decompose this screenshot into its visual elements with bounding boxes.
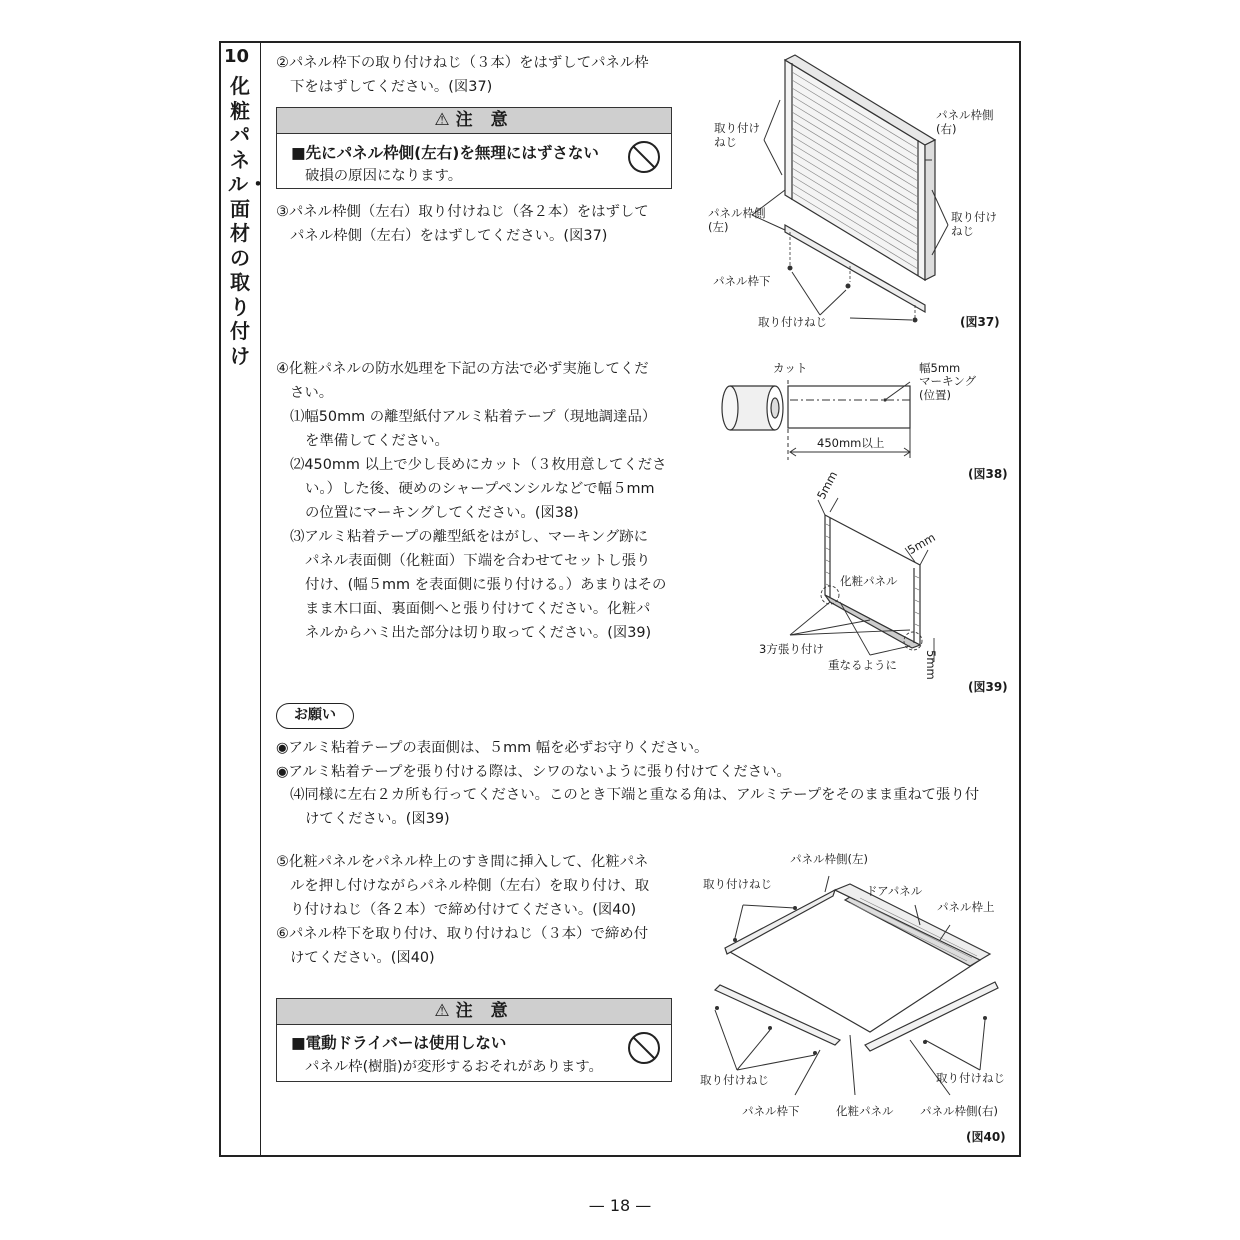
fig40-frame-side-left-label: パネル枠側(左): [790, 852, 868, 866]
page-number: — 18 —: [588, 1196, 652, 1215]
fig37-frame-side-left-label: パネル枠側 (左): [708, 206, 766, 234]
step2-line1: ②パネル枠下の取り付けねじ（３本）をはずしてパネル枠: [276, 55, 649, 71]
step4-3-line5: ネルからハミ出た部分は切り取ってください。(図39): [305, 625, 652, 641]
fig40-door-panel-label: ドアパネル: [866, 884, 923, 898]
step4-3-line1: ⑶アルミ粘着テープの離型紙をはがし、マーキング跡に: [290, 529, 649, 545]
caution-1-bold: ■先にパネル枠側(左右)を無理にはずさない: [291, 144, 599, 162]
step2-line2: 下をはずしてください。(図37): [290, 79, 493, 95]
fig40-frame-side-right-label: パネル枠側(右): [920, 1104, 998, 1118]
step3-line2: パネル枠側（左右）をはずしてください。(図37): [290, 228, 608, 244]
figure-39-caption: (図39): [968, 680, 1008, 694]
fig37-screws-label: 取り付けねじ: [758, 315, 827, 329]
fig38-length-label: 450mm以上: [817, 436, 885, 450]
fig39-panel-label: 化粧パネル: [840, 574, 898, 588]
step4-3-line3: 付け、(幅５mm を表面側に張り付ける。）あまりはその: [305, 577, 667, 593]
caution-box-1: [276, 107, 672, 189]
section-number: 10: [224, 46, 250, 67]
step5-line1: ⑤化粧パネルをパネル枠上のすき間に挿入して、化粧パネ: [276, 854, 649, 870]
step4-2-line1: ⑵450mm 以上で少し長めにカット（３枚用意してくださ: [290, 457, 667, 473]
request-item-1: ◉アルミ粘着テープの表面側は、５mm 幅を必ずお守りください。: [276, 740, 709, 756]
fig38-cut-label: カット: [773, 361, 808, 375]
fig39-three-side-label: 3方張り付け: [759, 642, 824, 656]
step4-4-line1: ⑷同様に左右２カ所も行ってください。このとき下端と重なる角は、アルミテープをそのまま重ねて張り付: [290, 787, 980, 803]
request-badge: お願い: [276, 703, 354, 729]
step4-4-line2: けてください。(図39): [305, 811, 450, 827]
figure-37-illustration: [700, 50, 1010, 340]
fig40-panel-label: 化粧パネル: [836, 1104, 894, 1118]
caution-1-text: 破損の原因になります。: [305, 168, 463, 184]
step4-3-line2: パネル表面側（化粧面）下端を合わせてセットし張り: [305, 553, 651, 569]
warning-icon: ⚠: [434, 1001, 456, 1021]
step4-line2: さい。: [290, 385, 334, 401]
fig39-dim-right-label: 5mm: [905, 530, 938, 558]
fig39-dim-bottom-label: 5mm: [924, 650, 938, 680]
fig38-width-label: 幅5mm: [919, 361, 961, 375]
fig38-marking-label: マーキング (位置): [919, 374, 977, 402]
figure-40-caption: (図40): [966, 1130, 1006, 1144]
step4-3-line4: まま木口面、裏面側へと張り付けてください。化粧パ: [305, 601, 651, 617]
warning-icon: ⚠: [434, 110, 456, 130]
step4-1-line2: を準備してください。: [305, 433, 449, 449]
section-title: 化粧パネル・面材の取り付け: [228, 74, 268, 368]
step5-line2: ルを押し付けながらパネル枠側（左右）を取り付け、取: [290, 878, 650, 894]
fig39-dim-top-label: 5mm: [814, 468, 841, 502]
fig40-screw-bl-label: 取り付けねじ: [700, 1073, 769, 1087]
caution-2-bold: ■電動ドライバーは使用しない: [291, 1034, 507, 1052]
fig37-frame-side-right-label: パネル枠側 (右): [936, 108, 994, 136]
fig37-screw-right-label: 取り付け ねじ: [951, 210, 997, 238]
fig39-overlap-label: 重なるように: [828, 658, 897, 672]
caution-2-text: パネル枠(樹脂)が変形するおそれがあります。: [305, 1059, 603, 1075]
caution-header: ⚠注 意: [277, 999, 671, 1025]
step4-2-line3: の位置にマーキングしてください。(図38): [305, 505, 579, 521]
prohibited-icon: [627, 1031, 661, 1065]
fig37-frame-bottom-label: パネル枠下: [713, 274, 771, 288]
step6-line1: ⑥パネル枠下を取り付け、取り付けねじ（３本）で締め付: [276, 926, 649, 942]
step5-line3: り付けねじ（各２本）で締め付けてください。(図40): [290, 902, 637, 918]
figure-37-caption: (図37): [960, 315, 1000, 329]
step6-line2: けてください。(図40): [290, 950, 435, 966]
step4-line1: ④化粧パネルの防水処理を下記の方法で必ず実施してくだ: [276, 361, 649, 377]
figure-38-caption: (図38): [968, 467, 1008, 481]
step3-line1: ③パネル枠側（左右）取り付けねじ（各２本）をはずして: [276, 204, 649, 220]
fig37-screw-left-label: 取り付け ねじ: [714, 121, 760, 149]
fig40-screw-br-label: 取り付けねじ: [936, 1071, 1005, 1085]
caution-header: ⚠注 意: [277, 108, 671, 134]
caution-box-2: [276, 998, 672, 1082]
fig40-frame-top-label: パネル枠上: [937, 900, 995, 914]
request-item-2: ◉アルミ粘着テープを張り付ける際は、シワのないように張り付けてください。: [276, 764, 791, 780]
step4-1-line1: ⑴幅50mm の離型紙付アルミ粘着テープ（現地調達品）: [290, 409, 657, 425]
prohibited-icon: [627, 140, 661, 174]
fig40-frame-bottom-label: パネル枠下: [742, 1104, 800, 1118]
step4-2-line2: い。）した後、硬めのシャープペンシルなどで幅５mm: [305, 481, 655, 497]
fig40-screw-tl-label: 取り付けねじ: [703, 877, 772, 891]
